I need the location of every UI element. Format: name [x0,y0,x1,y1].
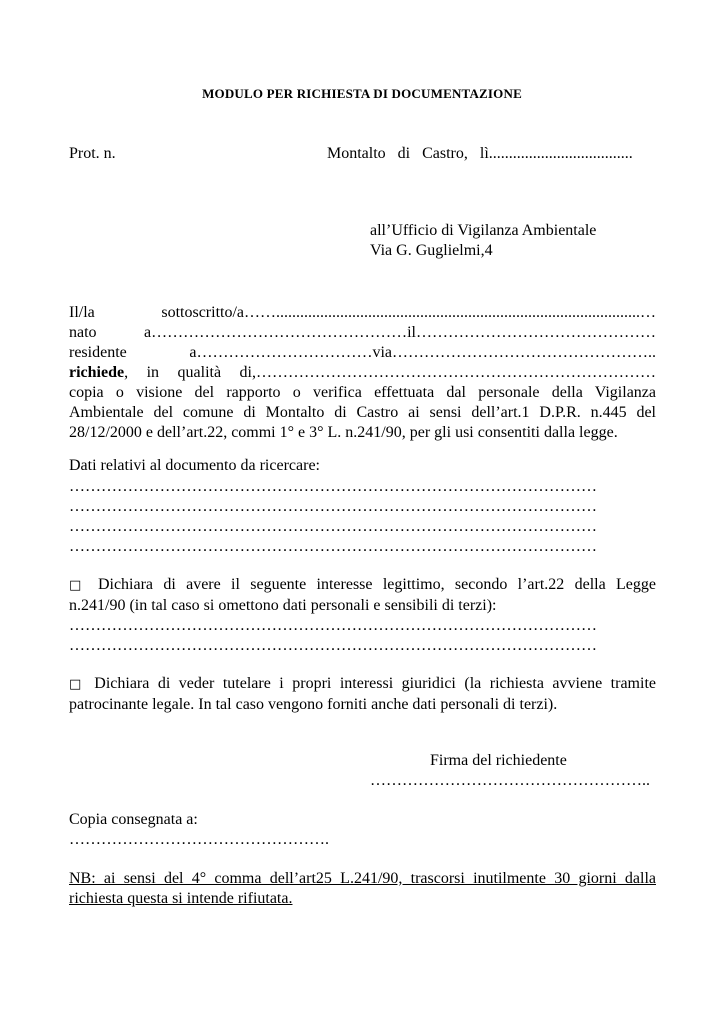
document-data-line: ……………………………………………………………………………………… [69,498,597,515]
applicant-section [69,303,656,443]
capacity-text: , in qualità di,………………………………………………………………… [124,364,656,381]
signature-line[interactable]: …………………………………………….. [370,772,650,789]
document-data-lines [69,477,656,557]
signature-label: Firma del richiedente [430,752,567,769]
legal-interest-text: Dichiara di veder tutelare i propri interessi giuridici (la richiesta avviene tramite [94,675,656,692]
checkbox-icon[interactable]: □ [69,578,88,593]
legitimate-interest-fill-line: ……………………………………………………………………………………… [69,617,597,634]
document-data-label: Dati relativi al documento da ricercare: [69,457,320,474]
birth-line: nato a…………………………………………il……………………………………… [69,324,656,341]
form-title: MODULO PER RICHIESTA DI DOCUMENTAZIONE [202,86,522,101]
place-date-line: Montalto di Castro, lì.................................... [327,145,633,162]
legitimate-interest-fill-line: ……………………………………………………………………………………… [69,637,597,654]
document-data-line: ……………………………………………………………………………………… [69,518,597,535]
legal-interest-line-2: patrocinante legale. In tal caso vengono forniti anche dati personali di terzi). [69,696,558,713]
request-keyword: richiede [69,364,125,381]
recipient-office: all’Ufficio di Vigilanza Ambientale [370,222,597,239]
document-data-line: ……………………………………………………………………………………… [69,538,597,555]
legal-interest-option [69,674,656,715]
request-capacity-line [69,363,656,383]
legitimate-interest-line-2: n.241/90 (in tal caso si omettono dati personali e sensibili di terzi): [69,597,497,614]
request-paragraph-line-1: copia o visione del rapporto o verifica effettuata dal personale della Vigilanza [69,384,656,401]
legitimate-interest-option [69,575,656,656]
document-data-line: ……………………………………………………………………………………… [69,478,597,495]
copy-delivered-label: Copia consegnata a: [69,811,198,828]
legitimate-interest-line-1 [69,575,656,596]
request-paragraph-line-2: Ambientale del comune di Montalto di Castro ai sensi dell’art.1 D.P.R. n.445 del [69,404,656,421]
legal-interest-line-1 [69,674,656,695]
note-line-1: NB: ai sensi del 4° comma dell’art25 L.241/90, trascorsi inutilmente 30 giorni dalla [69,870,656,887]
checkbox-icon[interactable]: □ [69,677,86,692]
request-paragraph-line-3: 28/12/2000 e dell’art.22, commi 1° e 3° L. n.241/90, per gli usi consentiti dalla legge. [69,424,618,441]
legitimate-interest-text: Dichiara di avere il seguente interesse legittimo, secondo l’art.22 della Legge [97,576,657,593]
recipient-address: Via G. Guglielmi,4 [370,242,493,259]
protocol-number-label: Prot. n. [69,145,116,162]
note-section [69,869,656,909]
copy-delivered-line[interactable]: …………………………………………. [69,831,329,848]
applicant-name-line: Il/la sottoscritto/a……...........................................................................................… [69,304,656,321]
note-line-2: richiesta questa si intende rifiutata. [69,890,293,907]
residence-line: residente a……………………………via………………………………………….. [69,344,656,361]
